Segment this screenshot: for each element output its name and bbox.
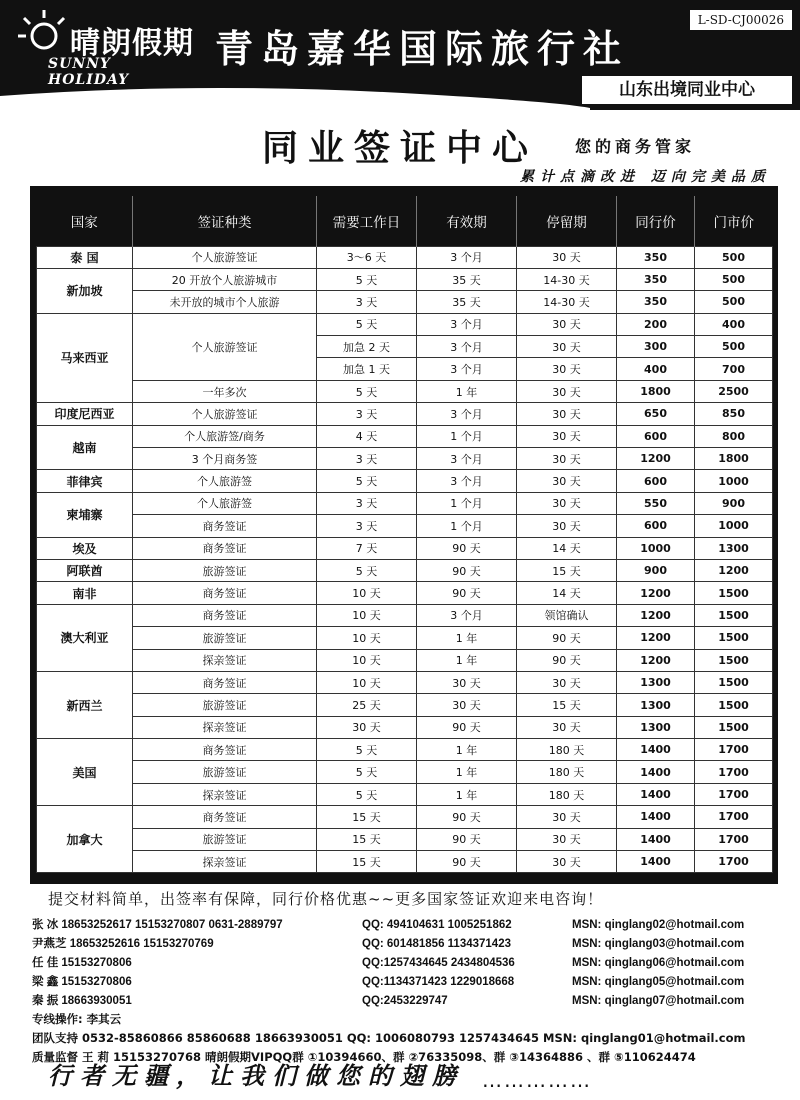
stay-cell: 30 天 bbox=[517, 828, 617, 850]
retail-price-cell: 1500 bbox=[695, 694, 773, 716]
work-days-cell: 10 天 bbox=[317, 627, 417, 649]
peer-price-cell: 1200 bbox=[617, 448, 695, 470]
work-days-cell: 3 天 bbox=[317, 291, 417, 313]
stay-cell: 30 天 bbox=[517, 492, 617, 514]
validity-cell: 90 天 bbox=[417, 559, 517, 581]
validity-cell: 1 年 bbox=[417, 380, 517, 402]
visa-type-cell: 旅游签证 bbox=[133, 828, 317, 850]
retail-price-cell: 2500 bbox=[695, 380, 773, 402]
table-row bbox=[37, 806, 773, 828]
work-days-cell: 7 天 bbox=[317, 537, 417, 559]
work-days-cell: 10 天 bbox=[317, 649, 417, 671]
retail-price-cell: 800 bbox=[695, 425, 773, 447]
company-name: 青岛嘉华国际旅行社 bbox=[215, 26, 630, 71]
validity-cell: 90 天 bbox=[417, 537, 517, 559]
table-row bbox=[37, 761, 773, 783]
table-row bbox=[37, 537, 773, 559]
retail-price-cell: 1700 bbox=[695, 828, 773, 850]
retail-price-cell: 1500 bbox=[695, 649, 773, 671]
peer-price-cell: 1300 bbox=[617, 716, 695, 738]
contact-qq: QQ: 494104631 1005251862 bbox=[362, 919, 512, 931]
visa-type-cell: 商务签证 bbox=[133, 671, 317, 693]
validity-cell: 30 天 bbox=[417, 671, 517, 693]
work-days-cell: 5 天 bbox=[317, 783, 417, 805]
retail-price-cell: 1000 bbox=[695, 515, 773, 537]
contact-phones: 张 冰 18653252617 15153270807 0631-2889797 bbox=[32, 919, 283, 931]
stay-cell: 30 天 bbox=[517, 671, 617, 693]
validity-cell: 90 天 bbox=[417, 582, 517, 604]
retail-price-cell: 1500 bbox=[695, 671, 773, 693]
peer-price-cell: 600 bbox=[617, 515, 695, 537]
slogan: 累计点滴改进 迈向完美品质 bbox=[520, 169, 771, 185]
table-row bbox=[37, 783, 773, 805]
closing-dots: …………… bbox=[482, 1068, 592, 1092]
visa-type-cell: 3 个月商务签 bbox=[133, 448, 317, 470]
contact-qq: QQ: 601481856 1134371423 bbox=[362, 938, 511, 950]
work-days-cell: 加急 2 天 bbox=[317, 336, 417, 358]
table-row bbox=[37, 716, 773, 738]
retail-price-cell: 850 bbox=[695, 403, 773, 425]
peer-price-cell: 1200 bbox=[617, 582, 695, 604]
retail-price-cell: 1500 bbox=[695, 604, 773, 626]
peer-price-cell: 1400 bbox=[617, 761, 695, 783]
retail-price-cell: 1700 bbox=[695, 806, 773, 828]
table-row bbox=[37, 694, 773, 716]
table-row bbox=[37, 649, 773, 671]
country-cell: 马来西亚 bbox=[37, 313, 133, 403]
table-row bbox=[37, 515, 773, 537]
visa-type-cell: 探亲签证 bbox=[133, 716, 317, 738]
table-row bbox=[37, 671, 773, 693]
validity-cell: 1 个月 bbox=[417, 492, 517, 514]
header-visa-type: 签证种类 bbox=[133, 196, 317, 246]
operator-line: 专线操作: 李其云 bbox=[32, 1012, 122, 1026]
retail-price-cell: 900 bbox=[695, 492, 773, 514]
page-title: 同业签证中心 bbox=[262, 127, 539, 169]
retail-price-cell: 700 bbox=[695, 358, 773, 380]
retail-price-cell: 1800 bbox=[695, 448, 773, 470]
stay-cell: 30 天 bbox=[517, 336, 617, 358]
peer-price-cell: 650 bbox=[617, 403, 695, 425]
validity-cell: 3 个月 bbox=[417, 246, 517, 268]
peer-price-cell: 1400 bbox=[617, 851, 695, 873]
stay-cell: 领馆确认 bbox=[517, 604, 617, 626]
retail-price-cell: 1700 bbox=[695, 739, 773, 761]
visa-type-cell: 个人旅游签 bbox=[133, 470, 317, 492]
retail-price-cell: 1200 bbox=[695, 559, 773, 581]
stay-cell: 30 天 bbox=[517, 448, 617, 470]
contact-qq: QQ:2453229747 bbox=[362, 995, 448, 1007]
validity-cell: 35 天 bbox=[417, 291, 517, 313]
country-cell: 美国 bbox=[37, 739, 133, 806]
peer-price-cell: 200 bbox=[617, 313, 695, 335]
header-peer-price: 同行价 bbox=[617, 196, 695, 246]
header-country: 国家 bbox=[37, 196, 133, 246]
country-cell: 南非 bbox=[37, 582, 133, 604]
visa-type-cell: 探亲签证 bbox=[133, 783, 317, 805]
visa-type-cell: 商务签证 bbox=[133, 739, 317, 761]
work-days-cell: 15 天 bbox=[317, 806, 417, 828]
validity-cell: 3 个月 bbox=[417, 604, 517, 626]
stay-cell: 180 天 bbox=[517, 761, 617, 783]
closing-slogan: 行者无疆，让我们做您的翅膀 bbox=[48, 1061, 464, 1090]
country-cell: 泰 国 bbox=[37, 246, 133, 268]
work-days-cell: 3 天 bbox=[317, 448, 417, 470]
validity-cell: 3 个月 bbox=[417, 313, 517, 335]
contact-list bbox=[32, 916, 782, 1011]
table-row bbox=[37, 559, 773, 581]
retail-price-cell: 1700 bbox=[695, 761, 773, 783]
validity-cell: 3 个月 bbox=[417, 336, 517, 358]
table-row bbox=[37, 739, 773, 761]
peer-price-cell: 1400 bbox=[617, 806, 695, 828]
country-cell: 新西兰 bbox=[37, 671, 133, 738]
stay-cell: 30 天 bbox=[517, 246, 617, 268]
peer-price-cell: 1200 bbox=[617, 604, 695, 626]
validity-cell: 35 天 bbox=[417, 268, 517, 290]
table-row bbox=[37, 582, 773, 604]
country-cell: 印度尼西亚 bbox=[37, 403, 133, 425]
validity-cell: 1 年 bbox=[417, 783, 517, 805]
peer-price-cell: 1400 bbox=[617, 783, 695, 805]
visa-type-cell: 旅游签证 bbox=[133, 559, 317, 581]
retail-price-cell: 500 bbox=[695, 291, 773, 313]
retail-price-cell: 1500 bbox=[695, 582, 773, 604]
visa-type-cell: 个人旅游签证 bbox=[133, 313, 317, 380]
table-row bbox=[37, 268, 773, 290]
stay-cell: 14 天 bbox=[517, 582, 617, 604]
stay-cell: 14 天 bbox=[517, 537, 617, 559]
stay-cell: 30 天 bbox=[517, 851, 617, 873]
work-days-cell: 4 天 bbox=[317, 425, 417, 447]
table-row bbox=[37, 313, 773, 335]
visa-type-cell: 商务签证 bbox=[133, 582, 317, 604]
peer-price-cell: 1400 bbox=[617, 739, 695, 761]
peer-price-cell: 600 bbox=[617, 425, 695, 447]
header-work-days: 需要工作日 bbox=[317, 196, 417, 246]
work-days-cell: 25 天 bbox=[317, 694, 417, 716]
stay-cell: 30 天 bbox=[517, 313, 617, 335]
validity-cell: 1 年 bbox=[417, 649, 517, 671]
table-row bbox=[37, 448, 773, 470]
work-days-cell: 5 天 bbox=[317, 380, 417, 402]
contact-phones: 任 佳 15153270806 bbox=[32, 957, 132, 969]
work-days-cell: 5 天 bbox=[317, 761, 417, 783]
visa-type-cell: 个人旅游签证 bbox=[133, 246, 317, 268]
notice-text: 提交材料简单，出签率有保障，同行价格优惠~~更多国家签证欢迎来电咨询！ bbox=[48, 890, 604, 908]
work-days-cell: 5 天 bbox=[317, 559, 417, 581]
peer-price-cell: 1300 bbox=[617, 671, 695, 693]
work-days-cell: 3 天 bbox=[317, 403, 417, 425]
contact-msn: MSN: qinglang02@hotmail.com bbox=[572, 919, 745, 931]
logo-cn-text: 晴朗假期 bbox=[70, 26, 194, 61]
visa-type-cell: 个人旅游签/商务 bbox=[133, 425, 317, 447]
peer-price-cell: 400 bbox=[617, 358, 695, 380]
retail-price-cell: 1300 bbox=[695, 537, 773, 559]
peer-price-cell: 600 bbox=[617, 470, 695, 492]
table-row bbox=[37, 291, 773, 313]
contact-msn: MSN: qinglang07@hotmail.com bbox=[572, 995, 745, 1007]
header-stay: 停留期 bbox=[517, 196, 617, 246]
team-support-line: 团队支持 0532-85860866 85860688 18663930051 QQ: 1006080793 1257434645 MSN: qinglang01@hotmail.com bbox=[32, 1031, 746, 1045]
visa-type-cell: 探亲签证 bbox=[133, 851, 317, 873]
stay-cell: 30 天 bbox=[517, 425, 617, 447]
table-row bbox=[37, 604, 773, 626]
work-days-cell: 30 天 bbox=[317, 716, 417, 738]
stay-cell: 30 天 bbox=[517, 380, 617, 402]
table-row bbox=[37, 492, 773, 514]
header-retail-price: 门市价 bbox=[695, 196, 773, 246]
work-days-cell: 3 天 bbox=[317, 515, 417, 537]
validity-cell: 1 年 bbox=[417, 739, 517, 761]
visa-type-cell: 探亲签证 bbox=[133, 649, 317, 671]
work-days-cell: 5 天 bbox=[317, 470, 417, 492]
retail-price-cell: 1000 bbox=[695, 470, 773, 492]
retail-price-cell: 1500 bbox=[695, 716, 773, 738]
stay-cell: 30 天 bbox=[517, 470, 617, 492]
country-cell: 柬埔寨 bbox=[37, 492, 133, 537]
peer-price-cell: 1200 bbox=[617, 627, 695, 649]
retail-price-cell: 1700 bbox=[695, 783, 773, 805]
table-row bbox=[37, 403, 773, 425]
peer-price-cell: 350 bbox=[617, 268, 695, 290]
visa-type-cell: 个人旅游签 bbox=[133, 492, 317, 514]
table-header-row bbox=[37, 196, 773, 246]
contact-row bbox=[32, 973, 782, 992]
validity-cell: 1 个月 bbox=[417, 425, 517, 447]
sun-icon bbox=[14, 6, 74, 56]
contact-phones: 梁 鑫 15153270806 bbox=[32, 976, 132, 988]
contact-row bbox=[32, 916, 782, 935]
contact-row bbox=[32, 935, 782, 954]
table-row bbox=[37, 470, 773, 492]
contact-qq: QQ:1257434645 2434804536 bbox=[362, 957, 515, 969]
visa-type-cell: 旅游签证 bbox=[133, 627, 317, 649]
visa-type-cell: 商务签证 bbox=[133, 604, 317, 626]
stay-cell: 15 天 bbox=[517, 559, 617, 581]
validity-cell: 3 个月 bbox=[417, 403, 517, 425]
retail-price-cell: 500 bbox=[695, 246, 773, 268]
peer-price-cell: 300 bbox=[617, 336, 695, 358]
country-cell: 新加坡 bbox=[37, 268, 133, 313]
retail-price-cell: 500 bbox=[695, 336, 773, 358]
stay-cell: 14-30 天 bbox=[517, 268, 617, 290]
stay-cell: 14-30 天 bbox=[517, 291, 617, 313]
contact-phones: 尹燕芝 18653252616 15153270769 bbox=[32, 938, 214, 950]
validity-cell: 1 年 bbox=[417, 627, 517, 649]
validity-cell: 90 天 bbox=[417, 851, 517, 873]
stay-cell: 90 天 bbox=[517, 627, 617, 649]
peer-price-cell: 900 bbox=[617, 559, 695, 581]
visa-type-cell: 商务签证 bbox=[133, 806, 317, 828]
work-days-cell: 3～6 天 bbox=[317, 246, 417, 268]
retail-price-cell: 500 bbox=[695, 268, 773, 290]
peer-price-cell: 1000 bbox=[617, 537, 695, 559]
table-row bbox=[37, 627, 773, 649]
country-cell: 菲律宾 bbox=[37, 470, 133, 492]
visa-type-cell: 20 开放个人旅游城市 bbox=[133, 268, 317, 290]
visa-type-cell: 一年多次 bbox=[133, 380, 317, 402]
validity-cell: 3 个月 bbox=[417, 470, 517, 492]
stay-cell: 90 天 bbox=[517, 649, 617, 671]
retail-price-cell: 400 bbox=[695, 313, 773, 335]
work-days-cell: 10 天 bbox=[317, 604, 417, 626]
validity-cell: 30 天 bbox=[417, 694, 517, 716]
visa-price-table bbox=[36, 196, 773, 873]
contact-row bbox=[32, 954, 782, 973]
work-days-cell: 15 天 bbox=[317, 828, 417, 850]
work-days-cell: 15 天 bbox=[317, 851, 417, 873]
table-row bbox=[37, 425, 773, 447]
visa-type-cell: 商务签证 bbox=[133, 537, 317, 559]
contact-msn: MSN: qinglang06@hotmail.com bbox=[572, 957, 745, 969]
retail-price-cell: 1700 bbox=[695, 851, 773, 873]
validity-cell: 1 个月 bbox=[417, 515, 517, 537]
country-cell: 越南 bbox=[37, 425, 133, 470]
stay-cell: 30 天 bbox=[517, 515, 617, 537]
stay-cell: 180 天 bbox=[517, 739, 617, 761]
supervisor-line: 质量监督 王 莉 15153270768 晴朗假期VIPQQ群 ①10394660、群 ②76335098、群 ③14364886 、群 ⑤110624474 bbox=[32, 1050, 696, 1064]
validity-cell: 3 个月 bbox=[417, 358, 517, 380]
stay-cell: 30 天 bbox=[517, 403, 617, 425]
peer-price-cell: 350 bbox=[617, 291, 695, 313]
logo-en-text: SUNNY HOLIDAY bbox=[48, 56, 130, 88]
table-row bbox=[37, 246, 773, 268]
country-cell: 加拿大 bbox=[37, 806, 133, 873]
contact-qq: QQ:1134371423 1229018668 bbox=[362, 976, 515, 988]
peer-price-cell: 1400 bbox=[617, 828, 695, 850]
peer-price-cell: 550 bbox=[617, 492, 695, 514]
contact-msn: MSN: qinglang05@hotmail.com bbox=[572, 976, 745, 988]
validity-cell: 90 天 bbox=[417, 716, 517, 738]
country-cell: 阿联酋 bbox=[37, 559, 133, 581]
table-row bbox=[37, 828, 773, 850]
document-code: L-SD-CJ00026 bbox=[690, 10, 792, 30]
visa-type-cell: 旅游签证 bbox=[133, 694, 317, 716]
work-days-cell: 加急 1 天 bbox=[317, 358, 417, 380]
validity-cell: 3 个月 bbox=[417, 448, 517, 470]
header-validity: 有效期 bbox=[417, 196, 517, 246]
peer-price-cell: 1200 bbox=[617, 649, 695, 671]
work-days-cell: 10 天 bbox=[317, 582, 417, 604]
stay-cell: 30 天 bbox=[517, 358, 617, 380]
work-days-cell: 5 天 bbox=[317, 739, 417, 761]
work-days-cell: 5 天 bbox=[317, 313, 417, 335]
header-subtitle: 山东出境同业中心 bbox=[582, 76, 792, 104]
table-row bbox=[37, 851, 773, 873]
peer-price-cell: 1800 bbox=[617, 380, 695, 402]
stay-cell: 180 天 bbox=[517, 783, 617, 805]
validity-cell: 90 天 bbox=[417, 806, 517, 828]
logo bbox=[14, 6, 194, 86]
country-cell: 埃及 bbox=[37, 537, 133, 559]
visa-type-cell: 个人旅游签证 bbox=[133, 403, 317, 425]
contact-phones: 秦 振 18663930051 bbox=[32, 995, 132, 1007]
validity-cell: 90 天 bbox=[417, 828, 517, 850]
stay-cell: 30 天 bbox=[517, 716, 617, 738]
validity-cell: 1 年 bbox=[417, 761, 517, 783]
contact-row bbox=[32, 992, 782, 1011]
work-days-cell: 3 天 bbox=[317, 492, 417, 514]
peer-price-cell: 350 bbox=[617, 246, 695, 268]
retail-price-cell: 1500 bbox=[695, 627, 773, 649]
table-row bbox=[37, 380, 773, 402]
work-days-cell: 5 天 bbox=[317, 268, 417, 290]
visa-type-cell: 未开放的城市个人旅游 bbox=[133, 291, 317, 313]
stay-cell: 30 天 bbox=[517, 806, 617, 828]
tagline: 您的商务管家 bbox=[575, 137, 696, 156]
peer-price-cell: 1300 bbox=[617, 694, 695, 716]
visa-type-cell: 商务签证 bbox=[133, 515, 317, 537]
stay-cell: 15 天 bbox=[517, 694, 617, 716]
work-days-cell: 10 天 bbox=[317, 671, 417, 693]
contact-msn: MSN: qinglang03@hotmail.com bbox=[572, 938, 745, 950]
country-cell: 澳大利亚 bbox=[37, 604, 133, 671]
visa-type-cell: 旅游签证 bbox=[133, 761, 317, 783]
